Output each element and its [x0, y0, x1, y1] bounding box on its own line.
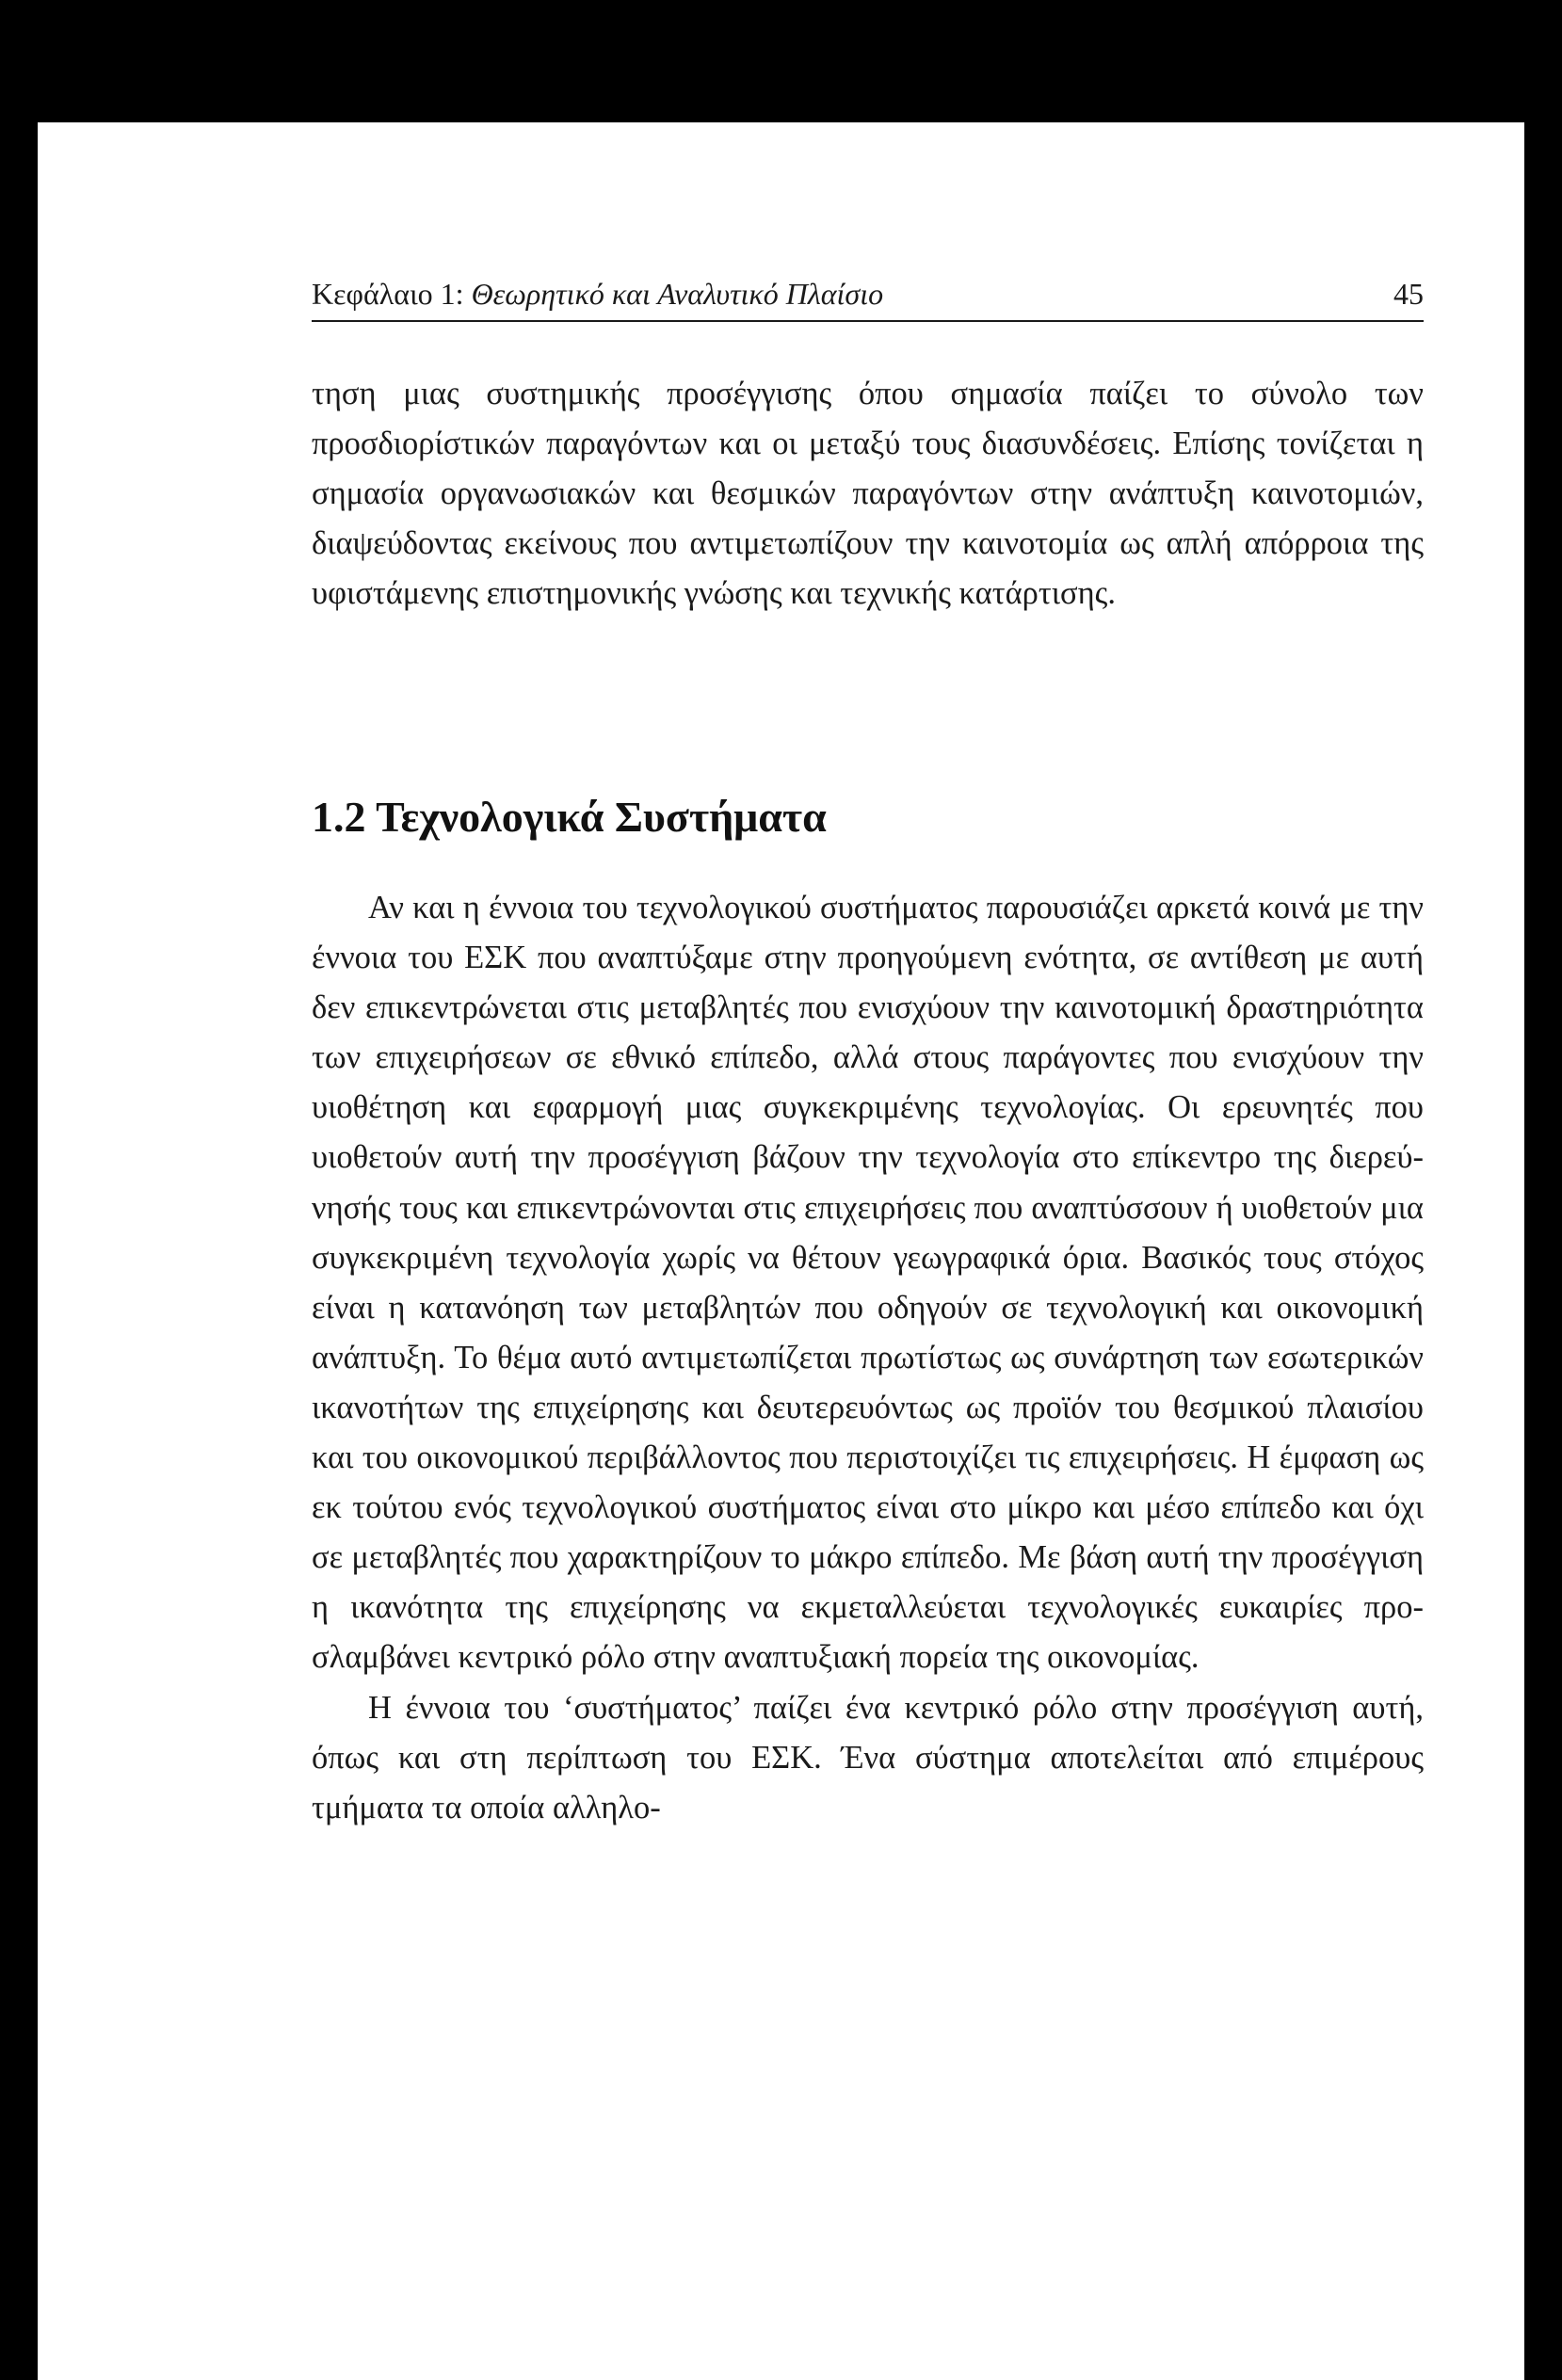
section-heading: 1.2 Τεχνολογικά Συστήματα — [312, 793, 827, 841]
section-paragraph-2: Η έννοια του ‘συστήματος’ παίζει ένα κεντρικό ρόλο στην προσέγγιση αυτή, όπως και στη περίπτωση του ΕΣΚ. Ένα σύστημα αποτελείται από επιμέρους τμήματα τα οποία αλληλο- — [312, 1689, 1424, 1825]
intro-paragraph: τηση μιας συστημικής προσέγγισης όπου σημασία παίζει το σύνολο των προσδιορίστικών παραγόντων και οι μεταξύ τους διασυνδέσεις. Επίσης τονίζεται η σημασία οργανωσιακών και θεσμικών παραγόντων στην ανάπτυξη καινοτομιών, διαψεύδοντας εκείνους που αντιμετωπίζουν την καινοτομία ως απλή απόρροια της υφιστάμενης επιστημονικής γνώσης και τεχνικής κατάρτισης. — [312, 376, 1424, 612]
section-body — [312, 883, 1424, 1833]
running-head-title — [312, 277, 883, 312]
chapter-title: Θεωρητικό και Αναλυτικό Πλαίσιο — [471, 277, 884, 311]
chapter-label: Κεφάλαιο 1: — [312, 277, 472, 311]
intro-paragraph-block — [312, 369, 1424, 619]
page-number: 45 — [1393, 277, 1424, 311]
running-header — [312, 273, 1424, 322]
section-paragraph-1: Αν και η έννοια του τεχνολογικού συστήματος παρουσιάζει αρκετά κοινά με την έννοια του ΕΣΚ που αναπτύξαμε στην προηγούμενη ενότητα, σε αντίθεση με αυτή δεν επικεντρώνεται στις μεταβλητές που ενισχύουν την καινοτομική δραστηριότητα των επιχειρήσεων σε εθνικό επίπεδο, αλλά στους παράγοντες που ενισχύουν την υιοθέτηση και εφαρμογή μιας συγκεκριμένης τεχνολογίας. Οι ερευνητές που υιοθετούν αυτή την προσέγγιση βάζουν την τεχνολογία στο επίκεντρο της διερεύνησής τους και επικεντρώνονται στις επιχειρήσεις που αναπτύσσουν ή υιοθετούν μια συγκεκριμένη τεχνολογία χωρίς να θέτουν γεωγραφικά όρια. Βασικός τους στόχος είναι η κατανόηση των μεταβλητών που οδηγούν σε τεχνολογική και οικονομική ανάπτυξη. Το θέμα αυτό αντιμετωπίζεται πρωτίστως ως συνάρτηση των εσωτερικών ικανοτήτων της επιχείρησης και δευτερευόντως ως προϊόν του θεσμικού πλαισίου και του οικονομικού περιβάλλοντος που περιστοιχίζει τις επιχειρήσεις. Η έμφαση ως εκ τούτου ενός τεχνολογικού συστήματος είναι στο μίκρο και μέσο επίπεδο και όχι σε μεταβλητές που χαρακτηρίζουν το μάκρο επίπεδο. Με βάση αυτή την προσέγγιση η ικανότητα της επιχείρησης να εκμεταλλεύεται τεχνολογικές ευκαιρίες προσλαμβάνει κεντρικό ρόλο στην αναπτυξιακή πορεία της οικονομίας. — [312, 890, 1424, 1676]
